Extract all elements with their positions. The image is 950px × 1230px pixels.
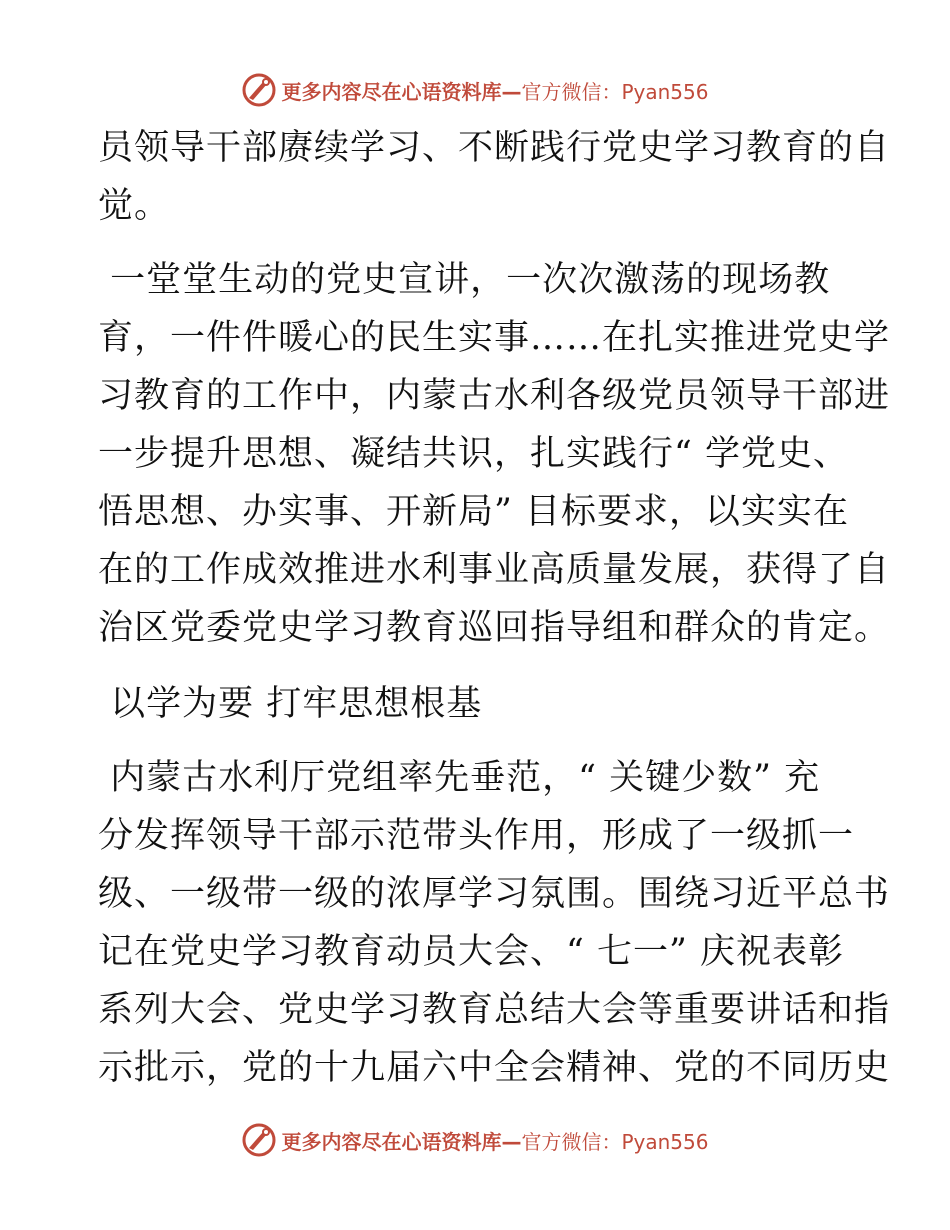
text-line: 治区党委党史学习教育巡回指导组和群众的肯定。	[98, 608, 891, 648]
text-line: 习教育的工作中，内蒙古水利各级党员领导干部进	[98, 376, 891, 416]
watermark-text	[281, 1126, 708, 1155]
text-line: 觉。	[98, 186, 171, 226]
watermark-contact: 官方微信：Pyan556	[521, 1129, 709, 1154]
text-line: 记在党史学习教育动员大会、“ 七一” 庆祝表彰	[98, 932, 845, 972]
text-line: 员领导干部赓续学习、不断践行党史学习教育的自	[98, 128, 891, 168]
text-line: 育，一件件暖心的民生实事……在扎实推进党史学	[98, 318, 891, 358]
text-line: 系列大会、党史学习教育总结大会等重要讲话和指	[98, 990, 891, 1030]
quill-logo-icon	[241, 1122, 277, 1158]
header-watermark	[0, 70, 950, 110]
watermark-title: 更多内容尽在心语资料库—	[281, 79, 522, 104]
watermark-title: 更多内容尽在心语资料库—	[281, 1129, 522, 1154]
text-line: 在的工作成效推进水利事业高质量发展，获得了自	[98, 550, 891, 590]
text-line: 悟思想、办实事、开新局” 目标要求，以实实在	[98, 492, 850, 532]
text-line: 分发挥领导干部示范带头作用，形成了一级抓一	[98, 816, 855, 856]
text-line: 示批示，党的十九届六中全会精神、党的不同历史	[98, 1048, 891, 1088]
watermark-contact: 官方微信：Pyan556	[521, 79, 709, 104]
footer-watermark	[0, 1120, 950, 1160]
text-line: 一步提升思想、凝结共识，扎实践行“ 学党史、	[98, 434, 850, 474]
text-line: 一堂堂生动的党史宣讲，一次次激荡的现场教	[98, 260, 831, 300]
section-heading: 以学为要 打牢思想根基	[98, 684, 483, 724]
watermark-text	[281, 76, 708, 105]
text-line: 内蒙古水利厅党组率先垂范，“ 关键少数” 充	[98, 758, 821, 798]
text-line: 级、一级带一级的浓厚学习氛围。围绕习近平总书	[98, 874, 891, 914]
quill-logo-icon	[241, 72, 277, 108]
